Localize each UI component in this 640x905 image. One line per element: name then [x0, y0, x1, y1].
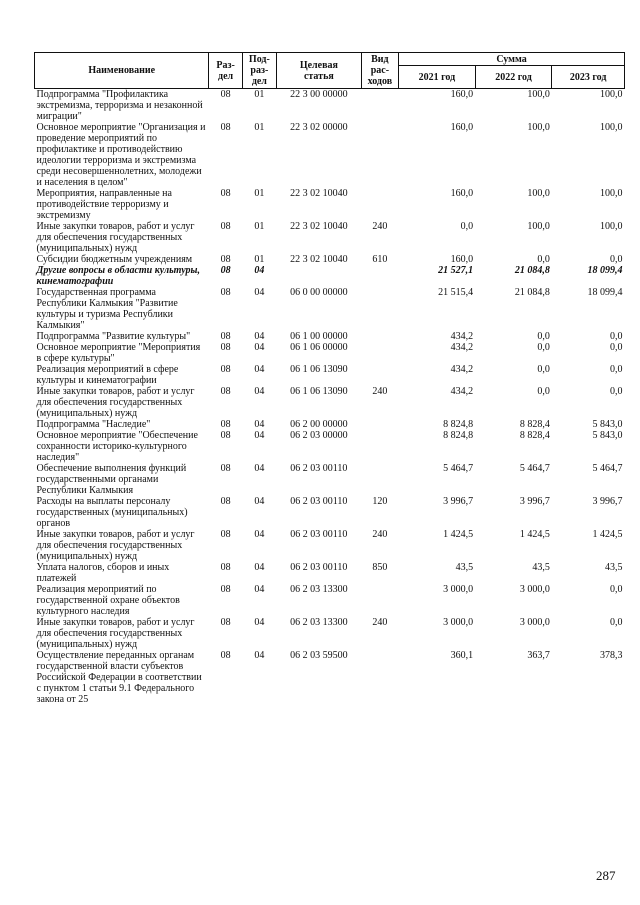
- row-sum-2023: 18 099,4: [587, 265, 623, 276]
- table-row: [35, 617, 625, 650]
- row-expense-type: [361, 89, 398, 123]
- row-expense-type: [361, 584, 398, 617]
- row-sum-2021: 160,0: [450, 188, 474, 199]
- row-podrazdel: 04: [254, 650, 265, 661]
- row-podrazdel: 04: [254, 331, 265, 342]
- row-sum-2022: 363,7: [527, 650, 550, 661]
- row-razdel: 08: [220, 342, 231, 353]
- row-sum-2021: 8 824,8: [443, 419, 474, 430]
- header-celevaya: Целевая статья: [277, 53, 362, 89]
- header-summa: Сумма: [399, 53, 625, 66]
- row-sum-2023: 100,0: [600, 221, 623, 232]
- row-sum-2021: 434,2: [450, 364, 474, 375]
- row-sum-2023: 3 996,7: [592, 496, 623, 507]
- row-podrazdel: 04: [254, 342, 265, 353]
- row-razdel: 08: [220, 287, 231, 298]
- row-podrazdel: 04: [254, 386, 265, 397]
- row-name: Уплата налогов, сборов и иных платежей: [36, 562, 170, 584]
- row-target-article: 06 2 03 00110: [290, 562, 348, 573]
- row-sum-2023: 100,0: [600, 89, 623, 100]
- row-expense-type: [361, 331, 398, 342]
- table-row: [35, 122, 625, 188]
- table-body: [35, 89, 625, 706]
- row-target-article: 06 2 03 59500: [290, 650, 348, 661]
- row-expense-type: 610: [372, 254, 388, 265]
- row-expense-type: 240: [372, 617, 388, 628]
- row-target-article: 06 1 06 00000: [290, 342, 348, 353]
- row-sum-2021: 0,0: [460, 221, 474, 232]
- row-razdel: 08: [220, 89, 231, 100]
- row-target-article: 06 1 06 13090: [290, 386, 348, 397]
- header-year-2022: 2022 год: [475, 66, 552, 89]
- row-sum-2023: 0,0: [610, 584, 623, 595]
- row-podrazdel: 01: [254, 89, 265, 100]
- row-target-article: 22 3 02 10040: [290, 254, 348, 265]
- row-name: Основное мероприятие "Обеспечение сохранности историко-культурного наследия": [36, 430, 198, 463]
- row-sum-2021: 43,5: [455, 562, 474, 573]
- budget-table: [34, 52, 625, 705]
- table-row: [35, 650, 625, 705]
- row-expense-type: 240: [372, 529, 388, 540]
- row-razdel: 08: [220, 496, 231, 507]
- row-sum-2022: 0,0: [537, 342, 550, 353]
- row-expense-type: [361, 265, 398, 287]
- row-sum-2021: 8 824,8: [443, 430, 474, 441]
- row-name: Обеспечение выполнения функций государственными органами Республики Калмыкия: [36, 463, 187, 496]
- table-row: [35, 265, 625, 287]
- row-sum-2021: 5 464,7: [443, 463, 474, 474]
- row-name: Государственная программа Республики Калмыкия "Развитие культуры и туризма Республики Калмыкия": [36, 287, 178, 331]
- row-sum-2022: 5 464,7: [519, 463, 550, 474]
- row-sum-2022: 1 424,5: [519, 529, 550, 540]
- row-expense-type: [361, 650, 398, 705]
- row-expense-type: [361, 463, 398, 496]
- row-razdel: 08: [220, 617, 231, 628]
- row-target-article: 06 2 03 13300: [290, 584, 348, 595]
- row-name: Подпрограмма "Наследие": [36, 419, 151, 430]
- row-name: Основное мероприятие "Организация и проведение мероприятий по профилактике и противодействию идеологии терроризма и экстремизма среди несовершеннолетних, молодежи и населения в целом": [36, 122, 206, 188]
- row-sum-2021: 1 424,5: [443, 529, 474, 540]
- table-row: [35, 188, 625, 221]
- table-row: [35, 529, 625, 562]
- row-name: Иные закупки товаров, работ и услуг для обеспечения государственных (муниципальных) нужд: [36, 617, 195, 650]
- header-name: Наименование: [35, 53, 209, 89]
- row-razdel: 08: [220, 331, 231, 342]
- row-name: Иные закупки товаров, работ и услуг для обеспечения государственных (муниципальных) нужд: [36, 386, 195, 419]
- row-expense-type: [361, 122, 398, 188]
- row-sum-2022: 21 084,8: [514, 287, 550, 298]
- row-expense-type: [361, 364, 398, 386]
- row-sum-2022: 21 084,8: [514, 265, 550, 276]
- row-sum-2022: 0,0: [537, 386, 550, 397]
- row-sum-2023: 0,0: [610, 617, 623, 628]
- table-row: [35, 89, 625, 123]
- row-sum-2023: 5 843,0: [592, 419, 623, 430]
- row-target-article: 22 3 02 10040: [290, 221, 348, 232]
- row-sum-2023: 5 843,0: [592, 430, 623, 441]
- row-sum-2021: 21 515,4: [438, 287, 474, 298]
- row-podrazdel: 04: [254, 496, 265, 507]
- row-target-article: 06 0 00 00000: [290, 287, 348, 298]
- row-podrazdel: 04: [254, 617, 265, 628]
- row-sum-2023: 1 424,5: [592, 529, 623, 540]
- row-target-article: [277, 265, 362, 287]
- row-target-article: 06 2 03 13300: [290, 617, 348, 628]
- row-name: Другие вопросы в области культуры, кинематографии: [36, 265, 200, 287]
- row-expense-type: [361, 419, 398, 430]
- row-razdel: 08: [220, 221, 231, 232]
- row-sum-2021: 3 000,0: [443, 584, 474, 595]
- row-sum-2023: 5 464,7: [592, 463, 623, 474]
- row-razdel: 08: [220, 364, 231, 375]
- row-sum-2022: 0,0: [537, 364, 550, 375]
- row-sum-2021: 21 527,1: [438, 265, 474, 276]
- row-sum-2023: 100,0: [600, 188, 623, 199]
- row-sum-2022: 3 000,0: [519, 617, 550, 628]
- row-expense-type: [361, 430, 398, 463]
- header-razdel: Раз- дел: [209, 53, 242, 89]
- row-sum-2022: 100,0: [527, 221, 550, 232]
- row-name: Подпрограмма "Развитие культуры": [36, 331, 191, 342]
- table-row: [35, 562, 625, 584]
- row-sum-2022: 43,5: [532, 562, 550, 573]
- row-razdel: 08: [220, 386, 231, 397]
- table-row: [35, 342, 625, 364]
- header-podrazdel: Под- раз- дел: [242, 53, 276, 89]
- row-sum-2023: 43,5: [605, 562, 623, 573]
- table-row: [35, 496, 625, 529]
- row-sum-2022: 8 828,4: [519, 430, 550, 441]
- row-razdel: 08: [220, 122, 231, 133]
- row-sum-2022: 100,0: [527, 89, 550, 100]
- row-podrazdel: 04: [254, 529, 265, 540]
- row-razdel: 08: [220, 265, 231, 276]
- row-name: Субсидии бюджетным учреждениям: [36, 254, 193, 265]
- row-razdel: 08: [220, 529, 231, 540]
- row-sum-2023: 0,0: [610, 331, 623, 342]
- table-header: [35, 53, 625, 89]
- row-sum-2021: 3 000,0: [443, 617, 474, 628]
- row-sum-2023: 378,3: [600, 650, 623, 661]
- row-name: Реализация мероприятий в сфере культуры и кинематографии: [36, 364, 179, 386]
- row-target-article: 22 3 00 00000: [290, 89, 348, 100]
- table-row: [35, 331, 625, 342]
- row-target-article: 22 3 02 10040: [290, 188, 348, 199]
- row-target-article: 06 2 00 00000: [290, 419, 348, 430]
- row-name: Основное мероприятие "Мероприятия в сфере культуры": [36, 342, 201, 364]
- row-podrazdel: 04: [254, 419, 265, 430]
- row-sum-2023: 0,0: [610, 386, 623, 397]
- page-number: 287: [596, 868, 616, 883]
- row-name: Иные закупки товаров, работ и услуг для обеспечения государственных (муниципальных) нужд: [36, 221, 195, 254]
- row-razdel: 08: [220, 650, 231, 661]
- row-razdel: 08: [220, 188, 231, 199]
- table-row: [35, 386, 625, 419]
- row-sum-2021: 434,2: [450, 342, 474, 353]
- row-podrazdel: 04: [254, 287, 265, 298]
- header-year-2023: 2023 год: [552, 66, 625, 89]
- row-target-article: 06 2 03 00000: [290, 430, 348, 441]
- row-expense-type: [361, 342, 398, 364]
- row-razdel: 08: [220, 562, 231, 573]
- row-target-article: 06 1 00 00000: [290, 331, 348, 342]
- row-sum-2022: 0,0: [537, 254, 550, 265]
- row-podrazdel: 04: [254, 463, 265, 474]
- row-razdel: 08: [220, 419, 231, 430]
- row-expense-type: [361, 287, 398, 331]
- table-row: [35, 584, 625, 617]
- row-name: Расходы на выплаты персоналу государственных (муниципальных) органов: [36, 496, 188, 529]
- row-podrazdel: 04: [254, 364, 265, 375]
- row-expense-type: 850: [372, 562, 388, 573]
- row-sum-2021: 160,0: [450, 89, 474, 100]
- row-expense-type: [361, 188, 398, 221]
- row-name: Подпрограмма "Профилактика экстремизма, терроризма и незаконной миграции": [36, 89, 203, 122]
- row-expense-type: 120: [372, 496, 388, 507]
- row-sum-2023: 100,0: [600, 122, 623, 133]
- table-row: [35, 419, 625, 430]
- row-name: Реализация мероприятий по государственной охране объектов культурного наследия: [36, 584, 180, 617]
- table-row: [35, 364, 625, 386]
- table-row: [35, 430, 625, 463]
- row-sum-2021: 434,2: [450, 331, 474, 342]
- row-sum-2023: 0,0: [610, 364, 623, 375]
- row-sum-2023: 0,0: [610, 342, 623, 353]
- row-sum-2022: 8 828,4: [519, 419, 550, 430]
- row-expense-type: 240: [372, 386, 388, 397]
- row-razdel: 08: [220, 584, 231, 595]
- row-target-article: 22 3 02 00000: [290, 122, 348, 133]
- row-podrazdel: 01: [254, 221, 265, 232]
- row-sum-2022: 0,0: [537, 331, 550, 342]
- row-sum-2022: 100,0: [527, 188, 550, 199]
- row-razdel: 08: [220, 254, 231, 265]
- header-year-2021: 2021 год: [399, 66, 476, 89]
- row-sum-2022: 3 996,7: [519, 496, 550, 507]
- row-sum-2023: 18 099,4: [587, 287, 623, 298]
- row-sum-2022: 100,0: [527, 122, 550, 133]
- row-podrazdel: 04: [254, 265, 265, 276]
- row-razdel: 08: [220, 430, 231, 441]
- row-podrazdel: 04: [254, 562, 265, 573]
- header-vid: Вид рас- ходов: [361, 53, 398, 89]
- row-razdel: 08: [220, 463, 231, 474]
- row-name: Иные закупки товаров, работ и услуг для обеспечения государственных (муниципальных) нужд: [36, 529, 195, 562]
- table-row: [35, 221, 625, 254]
- row-sum-2021: 360,1: [450, 650, 474, 661]
- row-target-article: 06 2 03 00110: [290, 496, 348, 507]
- row-sum-2021: 160,0: [450, 122, 474, 133]
- row-name: Мероприятия, направленные на противодействие терроризму и экстремизму: [36, 188, 172, 221]
- row-name: Осуществление переданных органам государственной власти субъектов Российской Федерации в соответствии с пунктом 1 статьи 9.1 Федерального закона от 25: [36, 650, 202, 705]
- row-expense-type: 240: [372, 221, 388, 232]
- row-podrazdel: 04: [254, 584, 265, 595]
- row-podrazdel: 04: [254, 430, 265, 441]
- row-podrazdel: 01: [254, 254, 265, 265]
- table-row: [35, 287, 625, 331]
- row-sum-2021: 160,0: [450, 254, 474, 265]
- row-target-article: 06 1 06 13090: [290, 364, 348, 375]
- row-sum-2021: 3 996,7: [443, 496, 474, 507]
- row-podrazdel: 01: [254, 122, 265, 133]
- row-sum-2022: 3 000,0: [519, 584, 550, 595]
- row-target-article: 06 2 03 00110: [290, 463, 348, 474]
- row-sum-2021: 434,2: [450, 386, 474, 397]
- row-sum-2023: 0,0: [610, 254, 623, 265]
- row-podrazdel: 01: [254, 188, 265, 199]
- table-row: [35, 463, 625, 496]
- table-row: [35, 254, 625, 265]
- row-target-article: 06 2 03 00110: [290, 529, 348, 540]
